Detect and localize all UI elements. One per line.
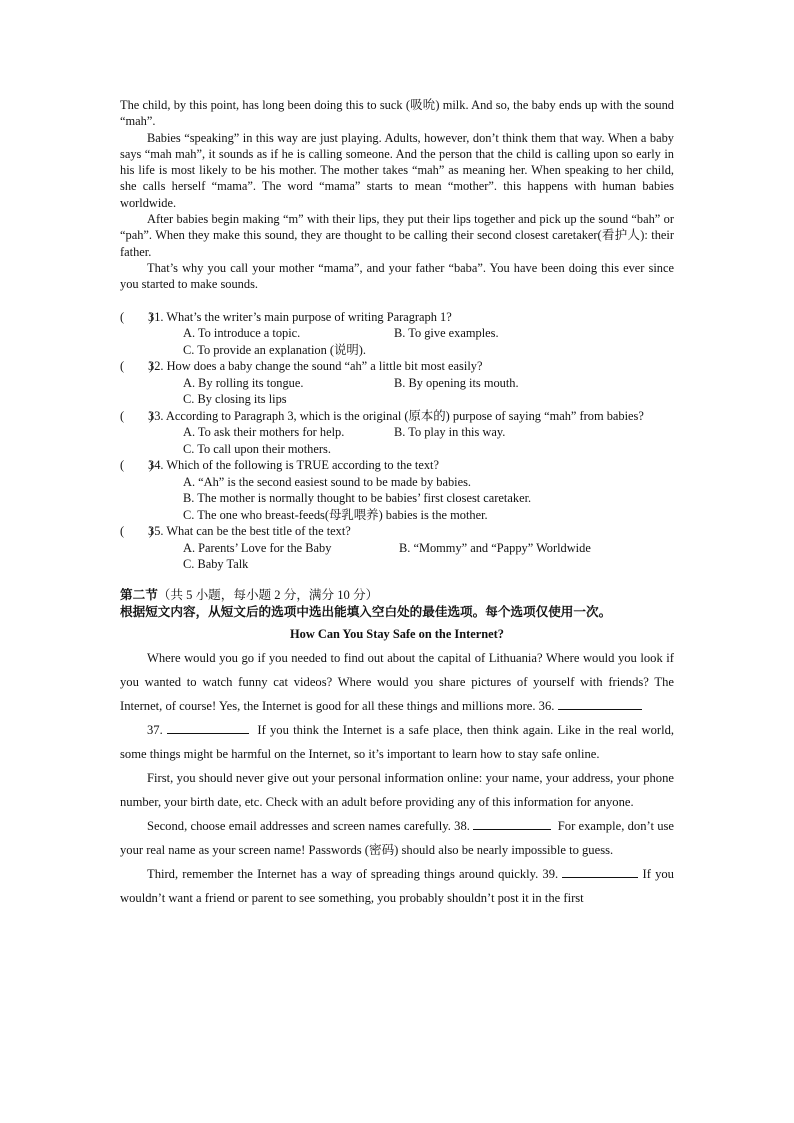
exam-page <box>120 97 674 910</box>
section-instruction: 根据短文内容，从短文后的选项中选出能填入空白处的最佳选项。每个选项仅使用一次。 <box>120 604 612 619</box>
question-31: ( ) 31. What’s the writer’s main purpose of writing Paragraph 1? A. To introduce a topic. B. To give examples. C. To provide an explanation (说明). <box>120 309 674 359</box>
option-c: C. To provide an explanation (说明). <box>183 342 367 357</box>
section-heading: 第二节 <box>120 587 158 602</box>
paragraph-text: Where would you go if you needed to find out about the capital of Lithuania? Where would you look if you wanted to watch funny cat videos? Where would you share pictures of yourself with friends? The Internet, of course! Yes, the Internet is good for all these things and millions more. 36. <box>120 650 674 713</box>
paragraph-text: If you wouldn’t want a friend or parent to see something, you probably shouldn’t post it in the first <box>120 866 674 905</box>
blank-38[interactable] <box>473 818 551 830</box>
question-35: ( ) 35. What can be the best title of the text? A. Parents’ Love for the Baby B. “Mommy” and “Pappy” Worldwide C. Baby Talk <box>120 523 674 573</box>
option-c: C. By closing its lips <box>183 392 287 407</box>
option-b: B. By opening its mouth. <box>394 375 519 390</box>
passage-paragraph <box>120 814 674 862</box>
option-b: B. To give examples. <box>394 326 499 341</box>
option-a: A. “Ah” is the second easiest sound to be made by babies. <box>183 474 472 489</box>
question-text: 34. Which of the following is TRUE according to the text? <box>148 458 440 473</box>
passage-paragraph: The child, by this point, has long been doing this to suck (吸吮) milk. And so, the baby ends up with the sound “mah”. <box>120 98 674 129</box>
paragraph-text: Third, remember the Internet has a way of spreading things around quickly. 39. <box>147 866 559 881</box>
option-b: B. To play in this way. <box>394 425 506 440</box>
passage-paragraph: First, you should never give out your personal information online: your name, your address, your phone number, your birth date, etc. Check with an adult before providing any of this information for anyone. <box>120 770 674 809</box>
passage-paragraph <box>120 862 674 910</box>
passage-paragraph: After babies begin making “m” with their lips, they put their lips together and pick up the sound “bah” or “pah”. When they make this sound, they are thought to be calling their second closest caretaker(看护人): their father. <box>120 212 674 259</box>
question-34: ( ) 34. Which of the following is TRUE according to the text? A. “Ah” is the second easiest sound to be made by babies. B. The mother is normally thought to be babies’ first closest caretaker. C. The one who breast-feeds(母乳喂养) babies is the mother. <box>120 457 674 523</box>
paragraph-text: For example, don’t use your real name as your screen name! Passwords (密码) should also be nearly impossible to guess. <box>120 818 675 857</box>
blank-37[interactable] <box>167 722 249 734</box>
passage-paragraph <box>120 646 674 718</box>
option-a: A. Parents’ Love for the Baby <box>183 540 332 555</box>
option-b: B. “Mommy” and “Pappy” Worldwide <box>399 540 591 555</box>
reading-passage <box>120 97 674 293</box>
question-text: 31. What’s the writer’s main purpose of writing Paragraph 1? <box>148 309 452 324</box>
question-text: 33. According to Paragraph 3, which is the original (原本的) purpose of saying “mah” from babies? <box>148 408 644 423</box>
option-b: B. The mother is normally thought to be babies’ first closest caretaker. <box>183 491 532 506</box>
section-2-header <box>120 587 674 621</box>
article-title: How Can You Stay Safe on the Internet? <box>290 626 504 641</box>
option-a: A. To ask their mothers for help. <box>183 425 345 440</box>
passage-paragraph <box>120 718 674 766</box>
blank-number: 37. <box>147 722 163 737</box>
question-32: ( ) 32. How does a baby change the sound “ah” a little bit most easily? A. By rolling its tongue. B. By opening its mouth. C. By closing its lips <box>120 358 674 408</box>
option-c: C. To call upon their mothers. <box>183 441 331 456</box>
blank-39[interactable] <box>562 866 638 878</box>
question-list <box>120 309 674 573</box>
option-a: A. To introduce a topic. <box>183 326 301 341</box>
paragraph-text: If you think the Internet is a safe place, then think again. Like in the real world, some things might be harmful on the Internet, so it’s important to learn how to stay safe online. <box>120 722 675 761</box>
question-33: ( ) 33. According to Paragraph 3, which is the original (原本的) purpose of saying “mah” from babies? A. To ask their mothers for help. B. To play in this way. C. To call upon their mothers. <box>120 408 674 458</box>
option-c: C. Baby Talk <box>183 557 249 572</box>
passage-paragraph: That’s why you call your mother “mama”, and your father “baba”. You have been doing this ever since you started to make sounds. <box>120 260 674 292</box>
option-a: A. By rolling its tongue. <box>183 375 304 390</box>
blank-36[interactable] <box>558 698 642 710</box>
paragraph-text: Second, choose email addresses and screen names carefully. 38. <box>147 818 470 833</box>
option-c: C. The one who breast-feeds(母乳喂养) babies is the mother. <box>183 507 488 522</box>
cloze-passage <box>120 646 674 910</box>
passage-paragraph: Babies “speaking” in this way are just playing. Adults, however, don’t think them that way. When a baby says “mah mah”, it sounds as if he is calling someone. And the person that the child is calling upon so early in his life is most likely to be his mother. The mother takes “mah” as meaning her. When speaking to her child, she calls herself “mama”. The word “mama” starts to mean “mother”. this happens with human babies worldwide. <box>120 130 674 210</box>
question-text: 32. How does a baby change the sound “ah” a little bit most easily? <box>148 359 483 374</box>
question-text: 35. What can be the best title of the text? <box>148 524 351 539</box>
section-score-note: （共 5 小题，每小题 2 分，满分 10 分） <box>157 587 379 602</box>
